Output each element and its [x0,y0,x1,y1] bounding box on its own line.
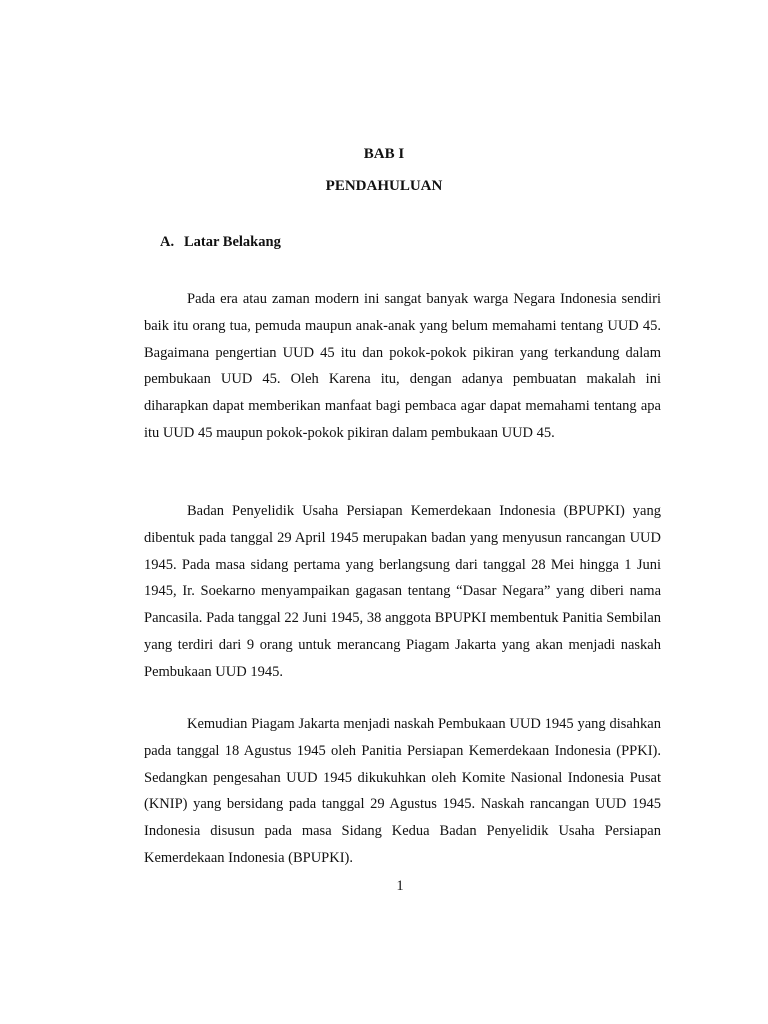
chapter-number: BAB I [363,146,405,162]
paragraph-2: Badan Penyelidik Usaha Persiapan Kemerdekaan Indonesia (BPUPKI) yang dibentuk pada tanggal 29 April 1945 merupakan badan yang menyusun rancangan UUD 1945. Pada masa sidang pertama yang berlangsung dari tanggal 28 Mei hingga 1 Juni 1945, Ir. Soekarno menyampaikan gagasan tentang “Dasar Negara” yang diberi nama Pancasila. Pada tanggal 22 Juni 1945, 38 anggota BPUPKI membentuk Panitia Sembilan yang terdiri dari 9 orang untuk merancang Piagam Jakarta yang akan menjadi naskah Pembukaan UUD 1945. [144,503,661,680]
section-letter: A. [160,234,175,250]
paragraph-1: Pada era atau zaman modern ini sangat banyak warga Negara Indonesia sendiri baik itu orang tua, pemuda maupun anak-anak yang belum memahami tentang UUD 45. Bagaimana pengertian UUD 45 itu dan pokok-pokok pikiran yang terkandung dalam pembukaan UUD 45. Oleh Karena itu, dengan adanya pembuatan makalah ini diharapkan dapat memberikan manfaat bagi pembaca agar dapat memahami tentang apa itu UUD 45 maupun pokok-pokok pikiran dalam pembukaan UUD 45. [144,291,661,441]
paragraph-3: Kemudian Piagam Jakarta menjadi naskah Pembukaan UUD 1945 yang disahkan pada tanggal 18 Agustus 1945 oleh Panitia Persiapan Kemerdekaan Indonesia (PPKI). Sedangkan pengesahan UUD 1945 dikukuhkan oleh Komite Nasional Indonesia Pusat (KNIP) yang bersidang pada tanggal 29 Agustus 1945. Naskah rancangan UUD 1945 Indonesia disusun pada masa Sidang Kedua Badan Penyelidik Usaha Persiapan Kemerdekaan Indonesia (BPUPKI). [144,716,661,866]
chapter-title: PENDAHULUAN [325,178,443,194]
section-title: Latar Belakang [184,234,281,250]
section-heading [160,234,281,251]
page-number: 1 [396,878,404,894]
